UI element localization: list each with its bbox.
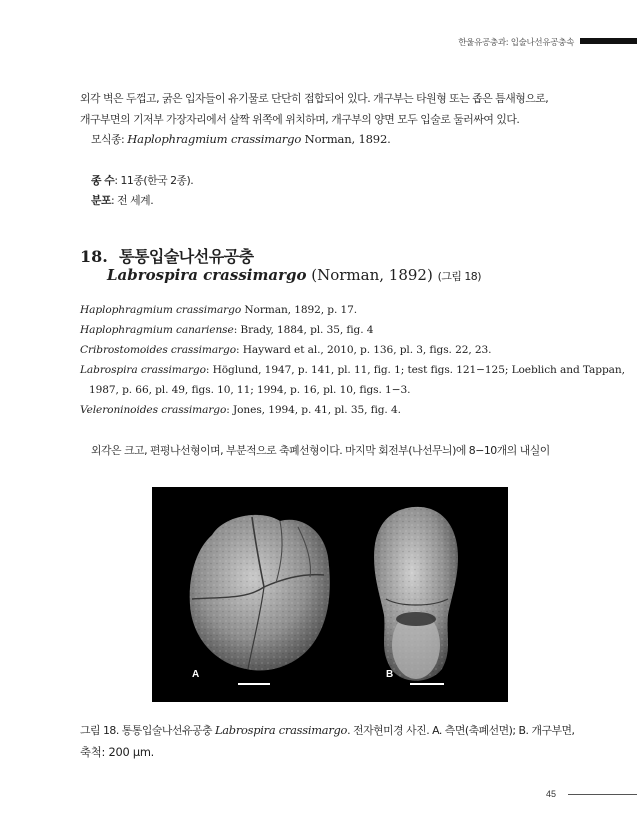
type-species — [91, 131, 391, 147]
footer-rule — [568, 794, 637, 795]
section-number: 18. — [80, 247, 108, 266]
type-species-label: 모식종: — [91, 133, 128, 146]
distribution-label: 분포 — [91, 194, 112, 207]
header-bar — [580, 38, 637, 44]
caption-suffix: . 전자현미경 사진. A. 측면(축폐선면); B. 개구부면, — [347, 724, 575, 737]
synonym-citation: : Jones, 1994, p. 41, pl. 35, fig. 4. — [226, 404, 401, 416]
figure-label-b: B — [386, 669, 394, 680]
synonym-citation: : Höglund, 1947, p. 141, pl. 11, fig. 1; test figs. 121−125; Loeblich and Tappan, — [205, 364, 625, 376]
section-figure-ref: (그림 18) — [437, 270, 481, 283]
synonym-entry — [80, 324, 373, 336]
sem-specimens — [152, 487, 508, 702]
specimen-a-side-view — [190, 515, 330, 671]
section-scientific-name: Labrospira crassimargo — [107, 266, 307, 284]
synonym-citation: Norman, 1892, p. 17. — [241, 304, 358, 316]
distribution-value: : 전 세계. — [111, 194, 154, 207]
section-korean-name: 통통입술나선유공충 — [118, 247, 254, 266]
figure-label-a: A — [192, 669, 200, 680]
type-species-name: Haplophragmium crassimargo — [127, 132, 302, 146]
scale-bar-a — [238, 683, 270, 685]
synonym-name: Labrospira crassimargo — [80, 364, 206, 376]
figure-sem-photo — [152, 487, 508, 702]
specimen-b-apertural-view — [374, 507, 458, 681]
synonym-citation: : Brady, 1884, pl. 35, fig. 4 — [233, 324, 374, 336]
synonym-name: Cribrostomoides crassimargo — [80, 344, 236, 356]
section-heading — [80, 244, 254, 267]
synonym-name: Veleroninoides crassimargo — [80, 404, 227, 416]
synonym-citation: 1987, p. 66, pl. 49, figs. 10, 11; 1994, p. 16, pl. 10, figs. 1−3. — [89, 384, 411, 396]
page-number: 45 — [546, 789, 557, 799]
species-count — [91, 172, 193, 188]
running-header: 한울유공충과: 입술나선유공충속 — [458, 38, 574, 48]
section-taxon — [107, 266, 481, 284]
intro-line-1: 외각 벽은 두껍고, 굵은 입자들이 유기물로 단단히 접합되어 있다. 개구부는 타원형 또는 좁은 틈새형으로, — [80, 92, 549, 105]
synonym-entry — [80, 344, 491, 356]
intro-line-2: 개구부면의 기저부 가장자리에서 살짝 위쪽에 위치하며, 개구부의 양면 모두 입술로 둘러싸여 있다. — [80, 113, 520, 126]
caption-prefix: 그림 18. 통통입술나선유공충 — [80, 724, 215, 737]
figure-caption — [80, 722, 575, 738]
species-count-label: 종 수 — [91, 174, 115, 187]
species-count-value: : 11종(한국 2종). — [114, 174, 194, 187]
scale-bar-b — [410, 683, 444, 685]
synonym-name: Haplophragmium canariense — [80, 324, 234, 336]
synonym-citation: : Hayward et al., 2010, p. 136, pl. 3, figs. 22, 23. — [235, 344, 492, 356]
synonym-entry-continued — [89, 384, 410, 396]
synonym-entry — [80, 304, 357, 316]
synonym-entry — [80, 364, 625, 376]
distribution — [91, 192, 153, 208]
description-line: 외각은 크고, 편평나선형이며, 부분적으로 축폐선형이다. 마지막 회전부(나선무늬)에 8−10개의 내실이 — [91, 444, 550, 457]
caption-scientific-name: Labrospira crassimargo — [214, 723, 348, 737]
caption-line-2: 축척: 200 μm. — [80, 745, 155, 759]
section-author: (Norman, 1892) — [306, 266, 438, 284]
type-species-author: Norman, 1892. — [301, 132, 391, 146]
synonym-name: Haplophragmium crassimargo — [80, 304, 242, 316]
synonym-entry — [80, 404, 401, 416]
